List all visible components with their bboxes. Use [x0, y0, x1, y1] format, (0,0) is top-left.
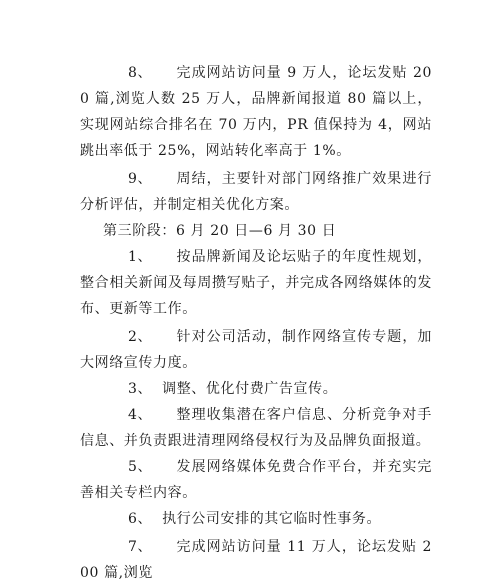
item-number: 8、 [128, 65, 153, 81]
item-text: 按品牌新闻及论坛贴子的年度性规划，整合相关新闻及每周攒写贴子，并完成各网络媒体的发布、更新等工作。 [80, 249, 432, 317]
item-text: 调整、优化付费广告宣传。 [162, 381, 338, 397]
item-number: 9、 [128, 171, 153, 187]
item-number: 7、 [128, 539, 153, 555]
list-item-8 [80, 60, 432, 164]
item-text: 执行公司安排的其它临时性事务。 [162, 511, 382, 527]
stage-item-7 [80, 534, 432, 586]
item-number: 4、 [128, 407, 153, 423]
stage-heading: 第三阶段：6 月 20 日—6 月 30 日 [103, 223, 337, 239]
stage-item-2 [80, 324, 432, 376]
stage-item-4 [80, 402, 432, 454]
item-text: 周结，主要针对部门网络推广效果进行分析评估，并制定相关优化方案。 [80, 171, 432, 213]
stage-item-3 [80, 376, 432, 402]
stage-item-5 [80, 454, 432, 506]
item-number: 1、 [128, 249, 153, 265]
stage-item-1 [80, 244, 432, 322]
item-text: 完成网站访问量 11 万人，论坛发贴 200 篇,浏览 [80, 539, 432, 581]
item-number: 3、 [128, 381, 153, 397]
stage-item-6 [80, 506, 432, 532]
item-text: 发展网络媒体免费合作平台，并充实完善相关专栏内容。 [80, 459, 432, 501]
item-text: 针对公司活动，制作网络宣传专题，加大网络宣传力度。 [80, 329, 432, 371]
item-number: 6、 [128, 511, 153, 527]
item-text: 完成网站访问量 9 万人，论坛发贴 200 篇,浏览人数 25 万人，品牌新闻报道 80 篇以上，实现网站综合排名在 70 万内，PR 值保持为 4，网站跳出率低于 25%，网站转化率高于 1%。 [80, 65, 432, 159]
item-text: 整理收集潜在客户信息、分析竞争对手信息、并负责跟进清理网络侵权行为及品牌负面报道。 [80, 407, 432, 449]
item-number: 2、 [128, 329, 153, 345]
item-number: 5、 [128, 459, 153, 475]
list-item-9 [80, 166, 432, 218]
